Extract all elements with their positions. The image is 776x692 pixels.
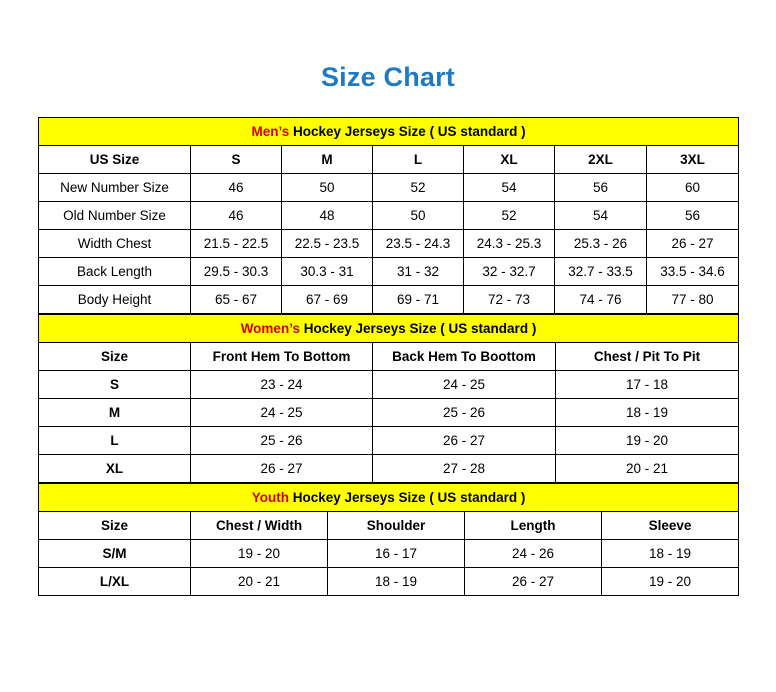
- womens-col-1: Front Hem To Bottom: [191, 343, 373, 371]
- mens-r3-c3: 31 - 32: [373, 258, 464, 286]
- mens-r4-c3: 69 - 71: [373, 286, 464, 314]
- section-band-row: [39, 118, 739, 146]
- table-row: [39, 568, 739, 596]
- mens-col-1: S: [191, 146, 282, 174]
- youth-col-1: Chest / Width: [191, 512, 328, 540]
- mens-r0-c5: 56: [555, 174, 647, 202]
- mens-col-3: L: [373, 146, 464, 174]
- mens-band-highlight: Men’s: [251, 124, 290, 139]
- mens-r0-c3: 52: [373, 174, 464, 202]
- womens-r1-c0: M: [39, 399, 191, 427]
- mens-r1-c6: 56: [647, 202, 739, 230]
- mens-r1-c5: 54: [555, 202, 647, 230]
- youth-r0-c2: 16 - 17: [328, 540, 465, 568]
- table-row: [39, 230, 739, 258]
- mens-r2-c3: 23.5 - 24.3: [373, 230, 464, 258]
- mens-r2-c4: 24.3 - 25.3: [464, 230, 555, 258]
- size-chart-container: [38, 117, 738, 596]
- youth-band-rest: Hockey Jerseys Size ( US standard ): [288, 490, 526, 505]
- mens-r3-c1: 29.5 - 30.3: [191, 258, 282, 286]
- youth-r1-c2: 18 - 19: [328, 568, 465, 596]
- page-title: Size Chart: [320, 62, 456, 92]
- youth-col-3: Length: [465, 512, 602, 540]
- mens-r2-c5: 25.3 - 26: [555, 230, 647, 258]
- mens-r4-c6: 77 - 80: [647, 286, 739, 314]
- womens-r3-c2: 27 - 28: [373, 455, 556, 483]
- mens-col-6: 3XL: [647, 146, 739, 174]
- mens-r3-c2: 30.3 - 31: [282, 258, 373, 286]
- mens-r0-c2: 50: [282, 174, 373, 202]
- mens-r2-c2: 22.5 - 23.5: [282, 230, 373, 258]
- mens-r4-c1: 65 - 67: [191, 286, 282, 314]
- womens-r1-c3: 18 - 19: [556, 399, 739, 427]
- womens-band-highlight: Women’s: [240, 321, 300, 336]
- womens-r1-c2: 25 - 26: [373, 399, 556, 427]
- womens-size-table: [38, 314, 739, 483]
- table-row: [39, 399, 739, 427]
- youth-band-highlight: Youth: [251, 490, 289, 505]
- youth-r1-c0: L/XL: [39, 568, 191, 596]
- womens-r3-c3: 20 - 21: [556, 455, 739, 483]
- womens-r0-c3: 17 - 18: [556, 371, 739, 399]
- mens-r1-c2: 48: [282, 202, 373, 230]
- youth-r0-c0: S/M: [39, 540, 191, 568]
- youth-section-band: [39, 484, 739, 512]
- womens-r3-c0: XL: [39, 455, 191, 483]
- table-row: [39, 540, 739, 568]
- youth-r0-c1: 19 - 20: [191, 540, 328, 568]
- table-header-row: [39, 343, 739, 371]
- youth-r1-c1: 20 - 21: [191, 568, 328, 596]
- youth-col-4: Sleeve: [602, 512, 739, 540]
- youth-r0-c3: 24 - 26: [465, 540, 602, 568]
- mens-r0-c1: 46: [191, 174, 282, 202]
- youth-r1-c4: 19 - 20: [602, 568, 739, 596]
- mens-r2-c0: Width Chest: [39, 230, 191, 258]
- table-row: [39, 455, 739, 483]
- womens-section-band: [39, 315, 739, 343]
- womens-col-2: Back Hem To Boottom: [373, 343, 556, 371]
- mens-r0-c0: New Number Size: [39, 174, 191, 202]
- table-header-row: [39, 146, 739, 174]
- youth-size-table: [38, 483, 739, 596]
- youth-col-2: Shoulder: [328, 512, 465, 540]
- mens-col-4: XL: [464, 146, 555, 174]
- womens-r0-c2: 24 - 25: [373, 371, 556, 399]
- womens-col-3: Chest / Pit To Pit: [556, 343, 739, 371]
- womens-r3-c1: 26 - 27: [191, 455, 373, 483]
- mens-section-band: [39, 118, 739, 146]
- womens-r2-c3: 19 - 20: [556, 427, 739, 455]
- mens-r1-c4: 52: [464, 202, 555, 230]
- youth-r0-c4: 18 - 19: [602, 540, 739, 568]
- womens-r2-c0: L: [39, 427, 191, 455]
- mens-r1-c3: 50: [373, 202, 464, 230]
- section-band-row: [39, 484, 739, 512]
- mens-r3-c6: 33.5 - 34.6: [647, 258, 739, 286]
- table-row: [39, 371, 739, 399]
- table-header-row: [39, 512, 739, 540]
- table-row: [39, 202, 739, 230]
- womens-r2-c2: 26 - 27: [373, 427, 556, 455]
- mens-r1-c1: 46: [191, 202, 282, 230]
- mens-col-2: M: [282, 146, 373, 174]
- mens-size-table: [38, 117, 739, 314]
- mens-r2-c6: 26 - 27: [647, 230, 739, 258]
- youth-r1-c3: 26 - 27: [465, 568, 602, 596]
- mens-r3-c5: 32.7 - 33.5: [555, 258, 647, 286]
- table-row: [39, 174, 739, 202]
- womens-r0-c0: S: [39, 371, 191, 399]
- table-row: [39, 286, 739, 314]
- mens-r4-c5: 74 - 76: [555, 286, 647, 314]
- womens-col-0: Size: [39, 343, 191, 371]
- mens-r0-c4: 54: [464, 174, 555, 202]
- mens-r3-c4: 32 - 32.7: [464, 258, 555, 286]
- mens-col-5: 2XL: [555, 146, 647, 174]
- womens-band-rest: Hockey Jerseys Size ( US standard ): [299, 321, 537, 336]
- womens-r0-c1: 23 - 24: [191, 371, 373, 399]
- section-band-row: [39, 315, 739, 343]
- mens-r4-c0: Body Height: [39, 286, 191, 314]
- mens-r1-c0: Old Number Size: [39, 202, 191, 230]
- table-row: [39, 427, 739, 455]
- mens-col-0: US Size: [39, 146, 191, 174]
- youth-col-0: Size: [39, 512, 191, 540]
- mens-r4-c4: 72 - 73: [464, 286, 555, 314]
- mens-band-rest: Hockey Jerseys Size ( US standard ): [289, 124, 526, 139]
- mens-r0-c6: 60: [647, 174, 739, 202]
- mens-r3-c0: Back Length: [39, 258, 191, 286]
- mens-r4-c2: 67 - 69: [282, 286, 373, 314]
- mens-r2-c1: 21.5 - 22.5: [191, 230, 282, 258]
- table-row: [39, 258, 739, 286]
- womens-r2-c1: 25 - 26: [191, 427, 373, 455]
- womens-r1-c1: 24 - 25: [191, 399, 373, 427]
